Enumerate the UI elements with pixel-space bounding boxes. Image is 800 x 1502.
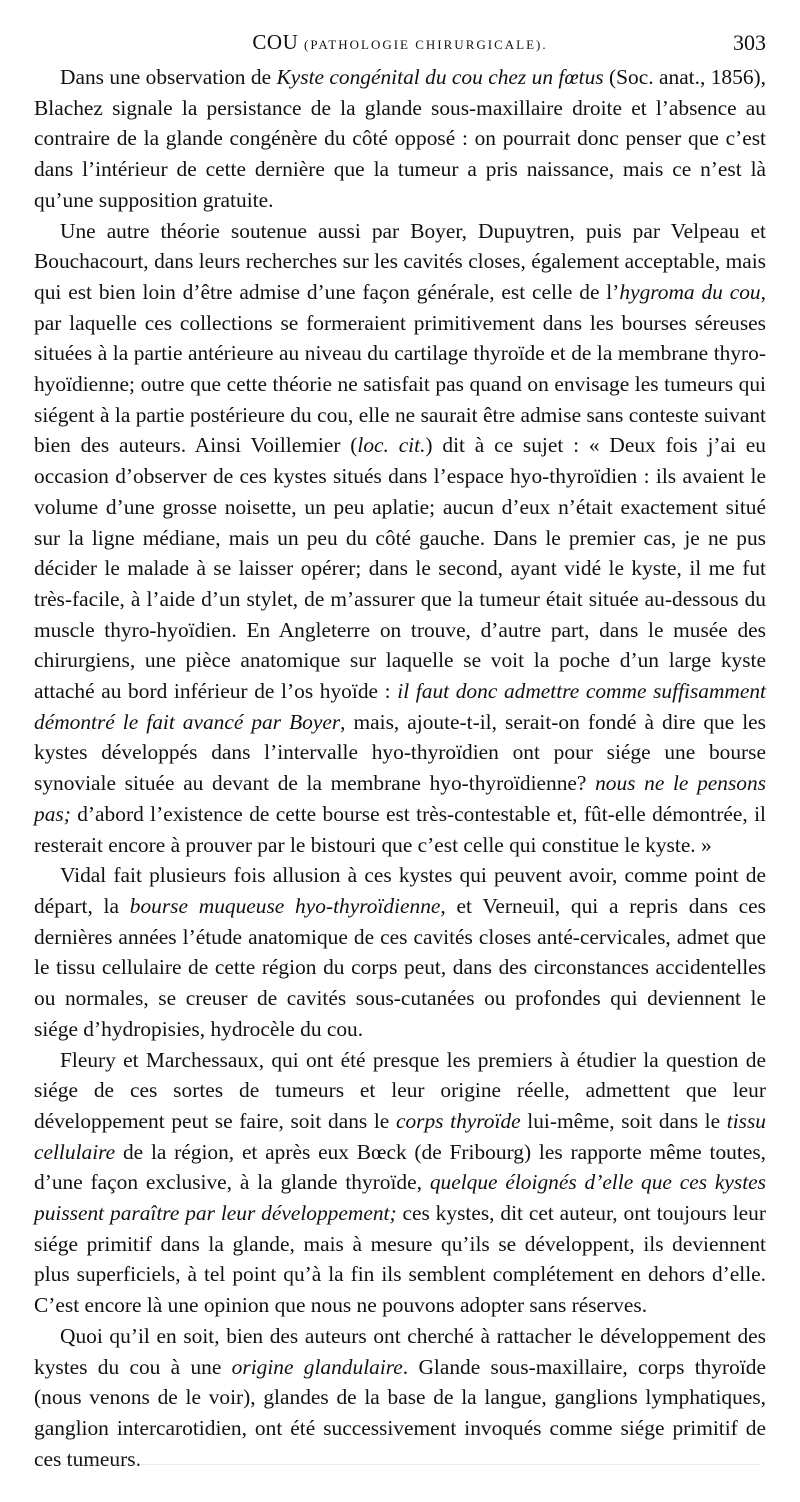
- italic-run: loc. cit.: [357, 433, 426, 458]
- bleed-through-marks: [60, 1464, 760, 1469]
- body-text: [34, 62, 766, 1474]
- paragraph: [34, 216, 766, 861]
- text-run: ces kystes, dit cet auteur, ont toujours leur siége primitif dans la glande, mais à mesure qu’ils se développent, ils deviennent plus superficiels, à tel point qu’à la fin ils semblent complétement en dehors d’elle. C’est encore là une opinion que nous ne pouvons adopter sans réserves.: [34, 1201, 766, 1318]
- text-run: Dans une observation de: [60, 65, 277, 89]
- text-run: (Soc. anat., 1856), Blachez signale la persistance de la glande sous-maxillaire droite et l’absence au contraire de la glande congénère du côté opposé : on pourrait donc penser que c’est dans l’intérieur de cette dernière que la tumeur a pris naissance, mais ce n’est là qu’une supposition gratuite.: [34, 65, 766, 212]
- text-run: , et Verneuil, qui a repris dans ces dernières années l’étude anatomique de ces cavités closes anté-cervicales, admet que le tissu cellulaire de cette région du corps peut, dans des circonstances accidentelles ou normales, se creuser de cavités sous-cutanées ou profondes qui deviennent le siége d’hydropisies, hydrocèle du cou.: [34, 893, 766, 1041]
- paragraph: [34, 1045, 766, 1321]
- italic-run: origine glandulaire: [231, 1354, 403, 1379]
- text-run: lui-même, soit dans le: [520, 1108, 727, 1133]
- paragraph: [34, 1321, 766, 1475]
- running-title-sub: (PATHOLOGIE CHIRURGICALE).: [303, 37, 548, 52]
- italic-run: hygroma du cou: [619, 279, 761, 304]
- text-run: , mais, ajoute-t-il, serait-on fondé à dire que les kystes développés dans l’intervalle hyo-thyroïdien ont pour siége une bourse synoviale située au devant de la membrane hyo-thyroïdienne?: [34, 709, 766, 796]
- italic-run: tissu cellulaire: [34, 1108, 766, 1164]
- text-run: ) dit à ce sujet : « Deux fois j’ai eu occasion d’observer de ces kystes situés dans l’espace hyo-thyroïdien : ils avaient le volume d’une grosse noisette, un peu aplatie; aucun d’eux n’était exactement situé sur la ligne médiane, mais un peu du côté gauche. Dans le premier cas, je ne pus décider le malade à se laisser opérer; dans le second, ayant vidé le kyste, il me fut très-facile, à l’aide d’un stylet, de m’assurer que la tumeur était située au-dessous du muscle thyro-hyoïdien. En Angleterre on trouve, d’autre part, dans le musée des chirurgiens, une pièce anatomique sur laquelle se voit la poche d’un large kyste attaché au bord inférieur de l’os hyoïde :: [34, 433, 766, 704]
- text-run: . Glande sous-maxillaire, corps thyroïde (nous venons de le voir), glandes de la base de la langue, ganglions lymphatiques, ganglion intercarotidien, ont été successivement invoqués comme siége primitif de ces tumeurs.: [34, 1354, 766, 1471]
- italic-run: quelque éloignés d’elle que ces kystes puissent paraître par leur développement;: [34, 1170, 766, 1226]
- text-run: Quoi qu’il en soit, bien des auteurs ont cherché à rattacher le développement des kystes du cou à une: [34, 1323, 766, 1379]
- paragraph: [34, 62, 766, 216]
- text-run: Fleury et Marchessaux, qui ont été presque les premiers à étudier la question de siége de ces sortes de tumeurs et leur origine réelle, admettent que leur développement peut se faire, soit dans le: [34, 1047, 766, 1133]
- text-run: de la région, et après eux Bœck (de Fribourg) les rapporte même toutes, d’une façon exclusive, à la glande thyroïde,: [34, 1139, 766, 1195]
- paragraph: [34, 860, 766, 1044]
- italic-run: bourse muqueuse hyo-thyroïdienne: [129, 893, 441, 918]
- running-title-main: COU: [252, 30, 299, 54]
- running-head: [0, 30, 800, 60]
- text-run: , par laquelle ces collections se formeraient primitivement dans les bourses séreuses situées à la partie antérieure au niveau du cartilage thyroïde et de la membrane thyro-hyoïdienne; outre que cette théorie ne satisfait pas quand on envisage les tumeurs qui siégent à la partie postérieure du cou, elle ne saurait être admise sans conteste suivant bien des auteurs. Ainsi Voillemier (: [34, 279, 766, 458]
- italic-run: Kyste congénital du cou chez un fœtus: [276, 65, 604, 89]
- text-run: d’abord l’existence de cette bourse est très-contestable et, fût-elle démontrée, il resterait encore à prouver par le bistouri que c’est celle qui constitue le kyste. »: [34, 801, 766, 857]
- text-run: Vidal fait plusieurs fois allusion à ces kystes qui peuvent avoir, comme point de départ, la: [34, 863, 766, 918]
- text-run: Une autre théorie soutenue aussi par Boyer, Dupuytren, puis par Velpeau et Bouchacourt, dans leurs recherches sur les cavités closes, également acceptable, mais qui est bien loin d’être admise d’une façon générale, est celle de l’: [34, 218, 766, 304]
- running-title: [0, 30, 800, 55]
- italic-run: nous ne le pensons pas;: [34, 771, 766, 826]
- italic-run: il faut donc admettre comme suffisamment démontré le fait avancé par Boyer: [34, 679, 766, 734]
- italic-run: corps thyroïde: [395, 1108, 521, 1133]
- page-number: 303: [733, 30, 766, 55]
